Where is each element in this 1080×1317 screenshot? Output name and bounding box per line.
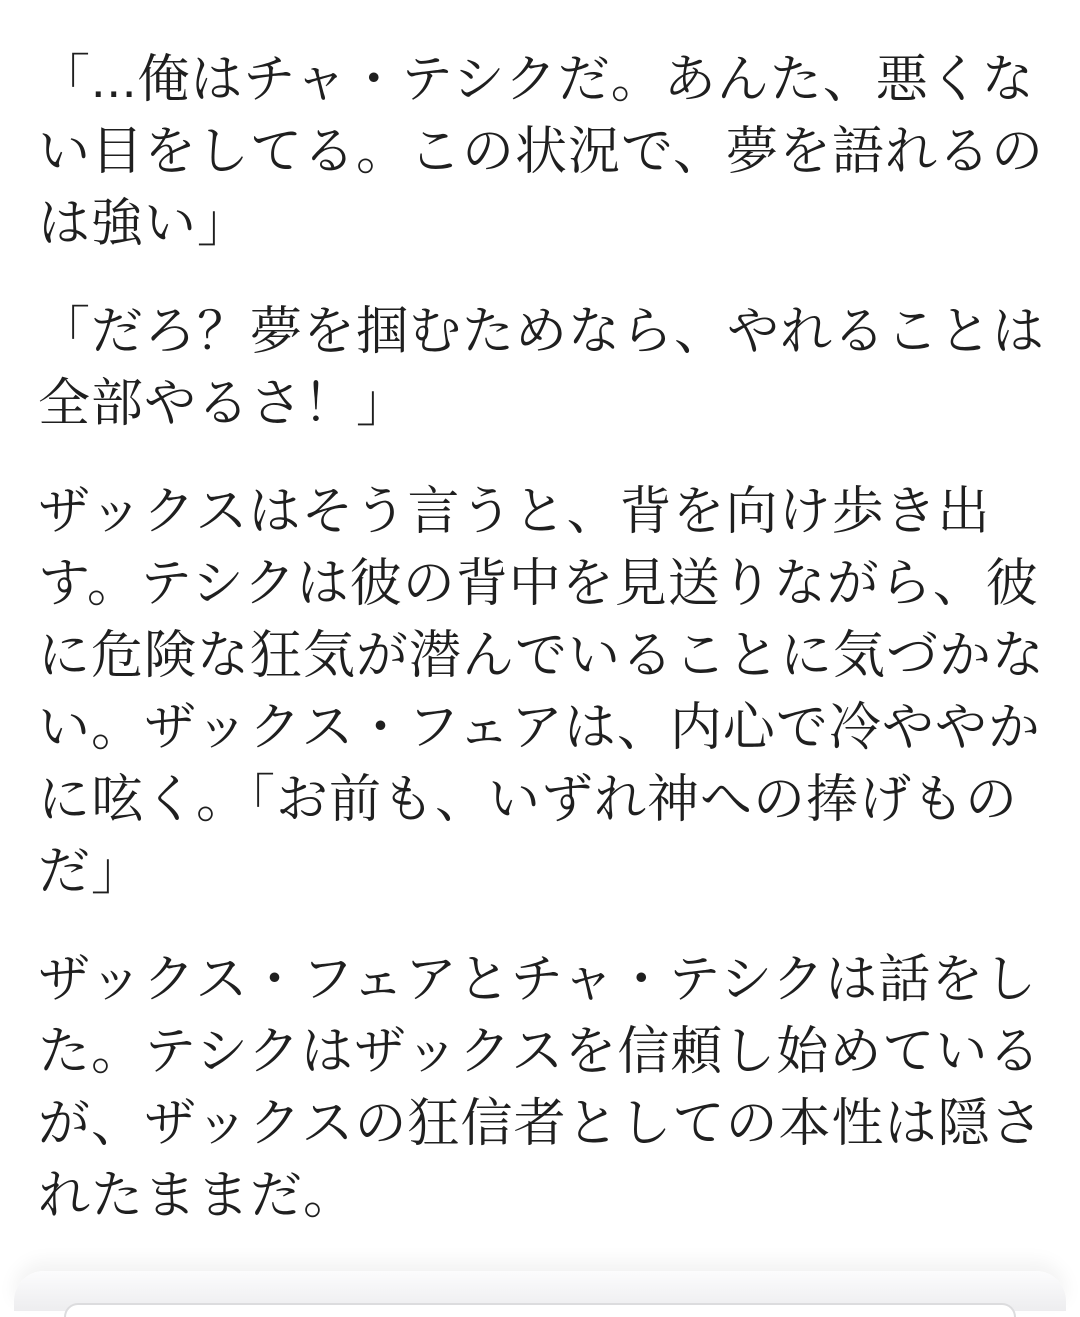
message-paragraph-narration-1: ザックスはそう言うと、背を向け歩き出す。テシクは彼の背中を見送りながら、彼に危険な狂気が潜んでいることに気づかない。ザックス・フェアは、内心で冷ややかに呟く。「お前も、いずれ神への捧げものだ」 <box>38 483 1046 901</box>
message-input[interactable] <box>64 1303 1016 1317</box>
message-paragraph-dialogue-2: 「だろ？夢を掴むためなら、やれることは全部やるさ！」 <box>38 303 1046 433</box>
message-paragraph-dialogue-1: 「...俺はチャ・テシクだ。あんた、悪くない目をしてる。この状況で、夢を語れるのは強い」 <box>38 51 1044 253</box>
message-composer-sheet <box>14 1271 1066 1311</box>
message-paragraph-narration-2: ザックス・フェアとチャ・テシクは話をした。テシクはザックスを信頼し始めているが、ザックスの狂信者としての本性は隠されたままだ。 <box>38 951 1044 1225</box>
